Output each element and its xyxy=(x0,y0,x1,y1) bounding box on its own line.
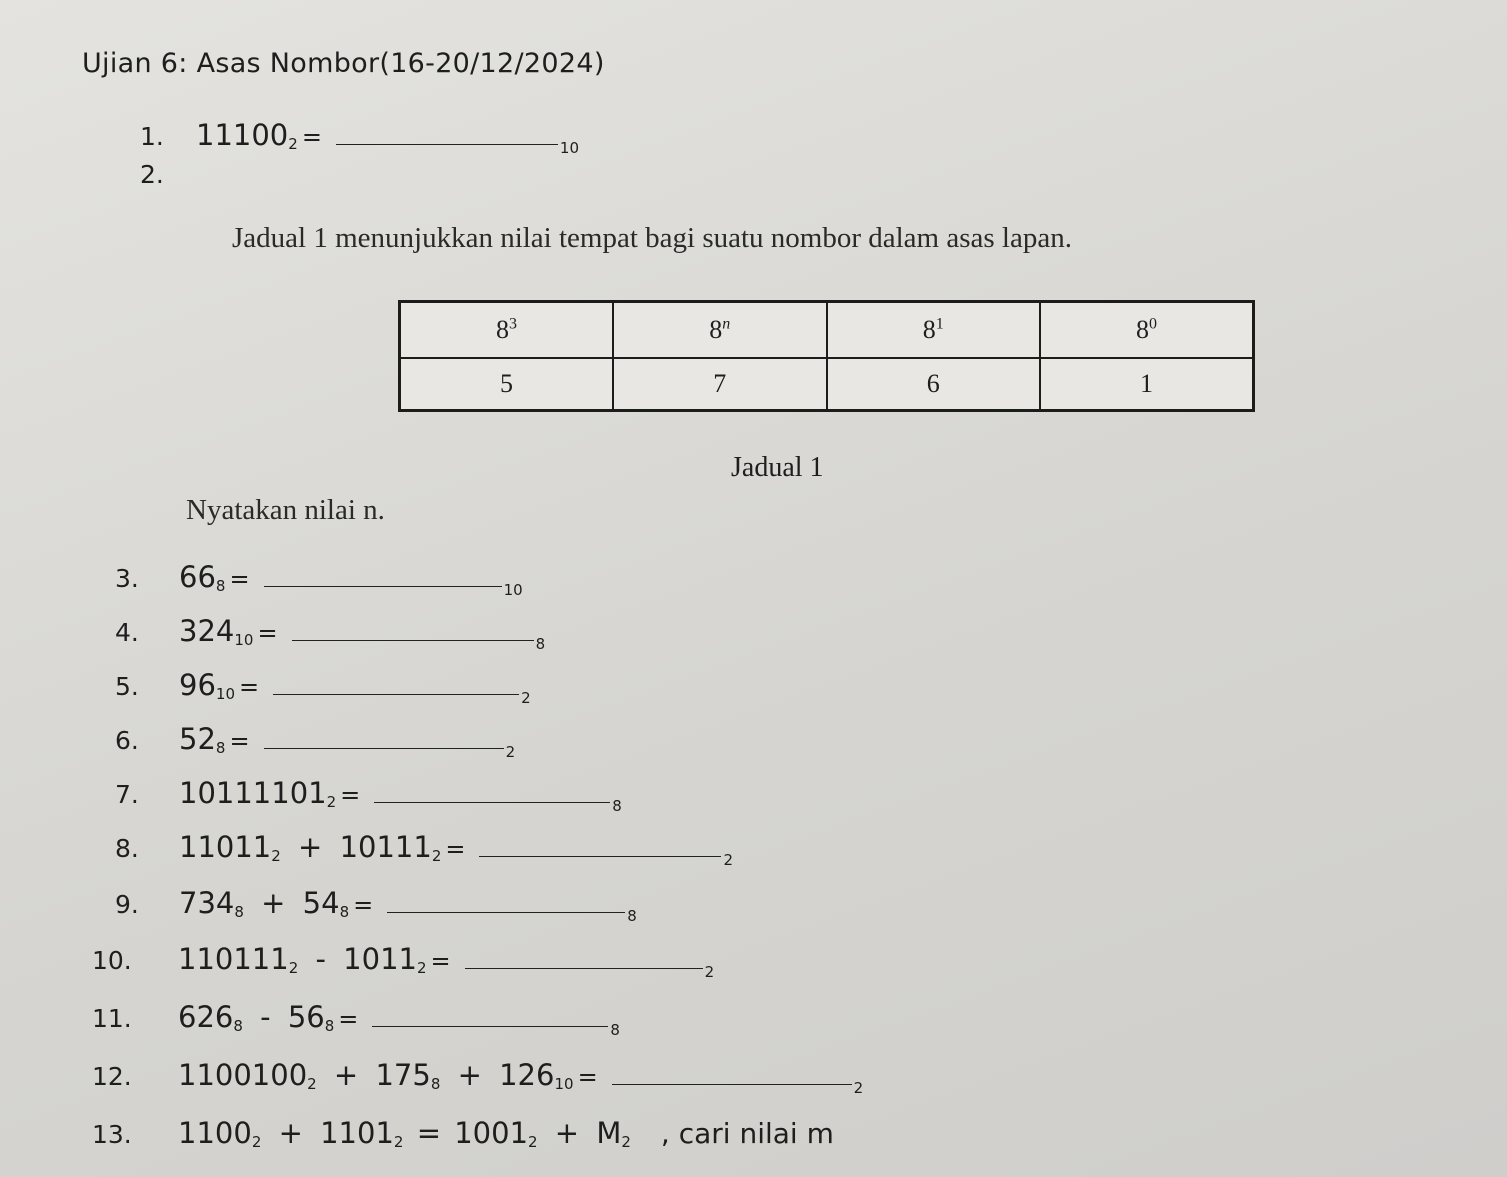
table-header-cell: $8^1$ xyxy=(827,302,1041,359)
answer-blank[interactable] xyxy=(336,124,558,145)
question-1: 1. $11100_2$ = 10 xyxy=(140,118,580,157)
expression: $110111_2 - 1011_2$ xyxy=(178,942,427,977)
place-value-table xyxy=(398,300,1255,412)
answer-blank[interactable] xyxy=(273,674,519,695)
answer-blank[interactable] xyxy=(612,1064,852,1085)
table-digit-cell: 1 xyxy=(1040,358,1254,411)
question-13 xyxy=(92,1116,834,1151)
table-digit-cell: 5 xyxy=(400,358,614,411)
question-number: 13. xyxy=(92,1120,132,1149)
expression: $96_{10}$ xyxy=(179,668,235,703)
question-number: 12. xyxy=(92,1062,132,1091)
expression: $11100_2$ xyxy=(196,118,298,153)
answer-base: 2 xyxy=(704,963,715,981)
expression: $10111101_2$ xyxy=(179,776,337,811)
answer-base: 2 xyxy=(853,1079,864,1097)
expression: $1100100_2 + 175_8 + 126_{10}$ xyxy=(178,1058,574,1093)
answer-blank[interactable] xyxy=(264,566,502,587)
question-6: 6. $52_8$ = 2 xyxy=(115,722,516,761)
answer-blank[interactable] xyxy=(292,620,534,641)
table-header-cell: 8$^n$ xyxy=(613,302,827,359)
expression: $1100_2 + 1101_2 = 1001_2 + M_2$ xyxy=(178,1116,631,1151)
question-number: 11. xyxy=(92,1004,132,1033)
answer-base: 2 xyxy=(505,743,516,761)
question-number: 7. xyxy=(115,780,139,809)
question-number: 8. xyxy=(115,834,139,863)
expression: $52_8$ xyxy=(179,722,226,757)
answer-base: 10 xyxy=(559,139,580,157)
table-header-cell: $8^3$ xyxy=(400,302,614,359)
answer-base: 2 xyxy=(521,689,531,707)
question-8: 8. $11011_2 + 10111_2$ = 2 xyxy=(115,830,734,869)
answer-blank[interactable] xyxy=(374,782,610,803)
question-number: 4. xyxy=(115,618,139,647)
question-number: 9. xyxy=(115,890,139,919)
question-4: 4. $324_{10}$ = 8 xyxy=(115,614,546,653)
answer-base: 8 xyxy=(610,1021,620,1039)
prompt-text: Nyatakan nilai n. xyxy=(186,494,385,526)
question-number: 1. xyxy=(140,122,164,151)
question-12: 12. $1100100_2 + 175_8 + 126_{10}$ = 2 xyxy=(92,1058,864,1097)
answer-blank[interactable] xyxy=(465,948,703,969)
question-3: 3. $66_8$ = 10 xyxy=(115,560,523,599)
answer-base: 8 xyxy=(612,797,622,815)
question-number: 3. xyxy=(115,564,139,593)
answer-blank[interactable] xyxy=(387,892,625,913)
answer-blank[interactable] xyxy=(264,728,504,749)
question-11: 11. $626_8 - 56_8$ = 8 xyxy=(92,1000,620,1039)
answer-base: 10 xyxy=(503,581,523,599)
table-digit-cell: 6 xyxy=(827,358,1041,411)
answer-blank[interactable] xyxy=(479,836,721,857)
question-number: 2. xyxy=(140,160,164,189)
question-number: 5. xyxy=(115,672,139,701)
answer-base: 8 xyxy=(627,907,637,925)
answer-base: 2 xyxy=(723,851,734,869)
question-9: 9. $734_8 + 54_8$ = 8 xyxy=(115,886,637,925)
expression: $11011_2 + 10111_2$ xyxy=(179,830,442,865)
table-caption: Jadual 1 xyxy=(731,452,824,483)
expression: $324_{10}$ xyxy=(179,614,254,649)
expression: $626_8 - 56_8$ xyxy=(178,1000,335,1035)
expression: $66_8$ xyxy=(179,560,226,595)
question-2 xyxy=(140,160,196,189)
table-digit-cell: 7 xyxy=(613,358,827,411)
question-number: 6. xyxy=(115,726,139,755)
answer-base: 8 xyxy=(535,635,546,653)
question-7: 7. $10111101_2$ = 8 xyxy=(115,776,622,815)
question-number: 10. xyxy=(92,946,132,975)
question-5: 5. $96_{10}$ = 2 xyxy=(115,668,531,707)
question-10: 10. $110111_2 - 1011_2$ = 2 xyxy=(92,942,715,981)
instruction-text: Jadual 1 menunjukkan nilai tempat bagi suatu nombor dalam asas lapan. xyxy=(232,222,1072,254)
table-header-cell: $8^0$ xyxy=(1040,302,1254,359)
question-13-tail: , cari nilai m xyxy=(660,1117,834,1150)
answer-blank[interactable] xyxy=(372,1006,608,1027)
page-title: Ujian 6: Asas Nombor(16-20/12/2024) xyxy=(82,48,605,79)
expression: $734_8 + 54_8$ xyxy=(179,886,350,921)
